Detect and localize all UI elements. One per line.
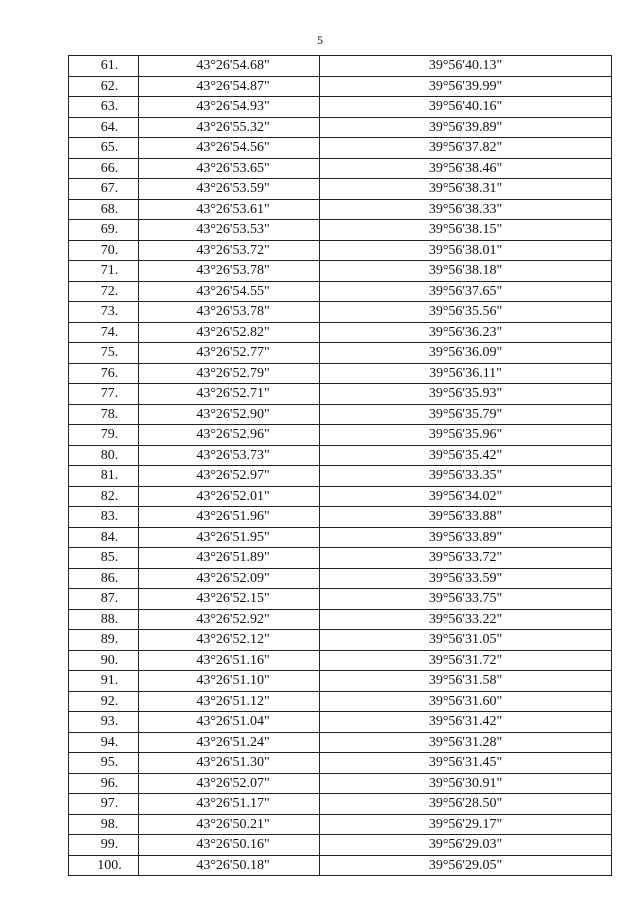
point-number-cell: 98. bbox=[69, 814, 139, 835]
point-number-cell: 93. bbox=[69, 712, 139, 733]
latitude-cell: 43°26'54.68" bbox=[139, 56, 320, 77]
longitude-cell: 39°56'31.72" bbox=[320, 650, 612, 671]
latitude-cell: 43°26'52.77" bbox=[139, 343, 320, 364]
table-row bbox=[69, 712, 612, 733]
table-row bbox=[69, 589, 612, 610]
longitude-cell: 39°56'37.82" bbox=[320, 138, 612, 159]
point-number-cell: 95. bbox=[69, 753, 139, 774]
table-row bbox=[69, 261, 612, 282]
latitude-cell: 43°26'52.12" bbox=[139, 630, 320, 651]
point-number-cell: 84. bbox=[69, 527, 139, 548]
longitude-cell: 39°56'31.60" bbox=[320, 691, 612, 712]
longitude-cell: 39°56'33.22" bbox=[320, 609, 612, 630]
point-number-cell: 67. bbox=[69, 179, 139, 200]
point-number-cell: 77. bbox=[69, 384, 139, 405]
longitude-cell: 39°56'38.31" bbox=[320, 179, 612, 200]
table-row bbox=[69, 445, 612, 466]
longitude-cell: 39°56'38.33" bbox=[320, 199, 612, 220]
table-row bbox=[69, 609, 612, 630]
table-row bbox=[69, 773, 612, 794]
longitude-cell: 39°56'31.05" bbox=[320, 630, 612, 651]
longitude-cell: 39°56'36.23" bbox=[320, 322, 612, 343]
latitude-cell: 43°26'53.78" bbox=[139, 302, 320, 323]
table-row bbox=[69, 404, 612, 425]
point-number-cell: 68. bbox=[69, 199, 139, 220]
latitude-cell: 43°26'52.71" bbox=[139, 384, 320, 405]
table-row bbox=[69, 568, 612, 589]
point-number-cell: 83. bbox=[69, 507, 139, 528]
latitude-cell: 43°26'50.18" bbox=[139, 855, 320, 876]
latitude-cell: 43°26'54.93" bbox=[139, 97, 320, 118]
latitude-cell: 43°26'53.72" bbox=[139, 240, 320, 261]
point-number-cell: 97. bbox=[69, 794, 139, 815]
table-row bbox=[69, 158, 612, 179]
point-number-cell: 65. bbox=[69, 138, 139, 159]
longitude-cell: 39°56'33.72" bbox=[320, 548, 612, 569]
point-number-cell: 100. bbox=[69, 855, 139, 876]
longitude-cell: 39°56'39.99" bbox=[320, 76, 612, 97]
longitude-cell: 39°56'40.16" bbox=[320, 97, 612, 118]
latitude-cell: 43°26'52.07" bbox=[139, 773, 320, 794]
point-number-cell: 72. bbox=[69, 281, 139, 302]
point-number-cell: 74. bbox=[69, 322, 139, 343]
longitude-cell: 39°56'35.42" bbox=[320, 445, 612, 466]
latitude-cell: 43°26'52.82" bbox=[139, 322, 320, 343]
point-number-cell: 66. bbox=[69, 158, 139, 179]
point-number-cell: 75. bbox=[69, 343, 139, 364]
point-number-cell: 85. bbox=[69, 548, 139, 569]
table-row bbox=[69, 117, 612, 138]
latitude-cell: 43°26'52.96" bbox=[139, 425, 320, 446]
longitude-cell: 39°56'31.42" bbox=[320, 712, 612, 733]
latitude-cell: 43°26'52.90" bbox=[139, 404, 320, 425]
longitude-cell: 39°56'38.46" bbox=[320, 158, 612, 179]
table-row bbox=[69, 548, 612, 569]
latitude-cell: 43°26'51.10" bbox=[139, 671, 320, 692]
point-number-cell: 92. bbox=[69, 691, 139, 712]
table-row bbox=[69, 343, 612, 364]
latitude-cell: 43°26'52.15" bbox=[139, 589, 320, 610]
point-number-cell: 78. bbox=[69, 404, 139, 425]
table-row bbox=[69, 240, 612, 261]
table-row bbox=[69, 425, 612, 446]
table-row bbox=[69, 363, 612, 384]
longitude-cell: 39°56'40.13" bbox=[320, 56, 612, 77]
table-row bbox=[69, 835, 612, 856]
latitude-cell: 43°26'53.65" bbox=[139, 158, 320, 179]
longitude-cell: 39°56'28.50" bbox=[320, 794, 612, 815]
point-number-cell: 87. bbox=[69, 589, 139, 610]
table-row bbox=[69, 56, 612, 77]
point-number-cell: 81. bbox=[69, 466, 139, 487]
point-number-cell: 82. bbox=[69, 486, 139, 507]
longitude-cell: 39°56'35.56" bbox=[320, 302, 612, 323]
latitude-cell: 43°26'50.21" bbox=[139, 814, 320, 835]
table-row bbox=[69, 179, 612, 200]
longitude-cell: 39°56'38.01" bbox=[320, 240, 612, 261]
point-number-cell: 69. bbox=[69, 220, 139, 241]
latitude-cell: 43°26'51.95" bbox=[139, 527, 320, 548]
longitude-cell: 39°56'35.96" bbox=[320, 425, 612, 446]
longitude-cell: 39°56'33.89" bbox=[320, 527, 612, 548]
longitude-cell: 39°56'36.11" bbox=[320, 363, 612, 384]
longitude-cell: 39°56'35.93" bbox=[320, 384, 612, 405]
longitude-cell: 39°56'33.88" bbox=[320, 507, 612, 528]
latitude-cell: 43°26'52.79" bbox=[139, 363, 320, 384]
longitude-cell: 39°56'30.91" bbox=[320, 773, 612, 794]
latitude-cell: 43°26'53.61" bbox=[139, 199, 320, 220]
point-number-cell: 73. bbox=[69, 302, 139, 323]
latitude-cell: 43°26'51.17" bbox=[139, 794, 320, 815]
latitude-cell: 43°26'51.96" bbox=[139, 507, 320, 528]
longitude-cell: 39°56'33.75" bbox=[320, 589, 612, 610]
table-row bbox=[69, 138, 612, 159]
point-number-cell: 89. bbox=[69, 630, 139, 651]
latitude-cell: 43°26'53.78" bbox=[139, 261, 320, 282]
longitude-cell: 39°56'38.18" bbox=[320, 261, 612, 282]
latitude-cell: 43°26'54.56" bbox=[139, 138, 320, 159]
latitude-cell: 43°26'52.01" bbox=[139, 486, 320, 507]
longitude-cell: 39°56'29.05" bbox=[320, 855, 612, 876]
table-row bbox=[69, 814, 612, 835]
longitude-cell: 39°56'36.09" bbox=[320, 343, 612, 364]
point-number-cell: 96. bbox=[69, 773, 139, 794]
table-row bbox=[69, 486, 612, 507]
point-number-cell: 79. bbox=[69, 425, 139, 446]
table-row bbox=[69, 322, 612, 343]
table-row bbox=[69, 855, 612, 876]
table-row bbox=[69, 281, 612, 302]
table-row bbox=[69, 650, 612, 671]
point-number-cell: 99. bbox=[69, 835, 139, 856]
table-row bbox=[69, 671, 612, 692]
longitude-cell: 39°56'35.79" bbox=[320, 404, 612, 425]
latitude-cell: 43°26'54.55" bbox=[139, 281, 320, 302]
latitude-cell: 43°26'53.59" bbox=[139, 179, 320, 200]
table-row bbox=[69, 630, 612, 651]
table-row bbox=[69, 466, 612, 487]
latitude-cell: 43°26'51.16" bbox=[139, 650, 320, 671]
latitude-cell: 43°26'51.30" bbox=[139, 753, 320, 774]
point-number-cell: 76. bbox=[69, 363, 139, 384]
point-number-cell: 61. bbox=[69, 56, 139, 77]
longitude-cell: 39°56'31.45" bbox=[320, 753, 612, 774]
longitude-cell: 39°56'37.65" bbox=[320, 281, 612, 302]
table-row bbox=[69, 76, 612, 97]
point-number-cell: 70. bbox=[69, 240, 139, 261]
point-number-cell: 80. bbox=[69, 445, 139, 466]
coordinates-table bbox=[68, 55, 612, 876]
table-row bbox=[69, 302, 612, 323]
point-number-cell: 88. bbox=[69, 609, 139, 630]
table-row bbox=[69, 794, 612, 815]
longitude-cell: 39°56'29.03" bbox=[320, 835, 612, 856]
longitude-cell: 39°56'38.15" bbox=[320, 220, 612, 241]
point-number-cell: 71. bbox=[69, 261, 139, 282]
latitude-cell: 43°26'51.89" bbox=[139, 548, 320, 569]
latitude-cell: 43°26'52.92" bbox=[139, 609, 320, 630]
latitude-cell: 43°26'51.12" bbox=[139, 691, 320, 712]
longitude-cell: 39°56'33.59" bbox=[320, 568, 612, 589]
point-number-cell: 64. bbox=[69, 117, 139, 138]
table-row bbox=[69, 199, 612, 220]
table-row bbox=[69, 507, 612, 528]
latitude-cell: 43°26'55.32" bbox=[139, 117, 320, 138]
latitude-cell: 43°26'52.09" bbox=[139, 568, 320, 589]
longitude-cell: 39°56'34.02" bbox=[320, 486, 612, 507]
point-number-cell: 91. bbox=[69, 671, 139, 692]
longitude-cell: 39°56'29.17" bbox=[320, 814, 612, 835]
table-row bbox=[69, 691, 612, 712]
table-row bbox=[69, 753, 612, 774]
point-number-cell: 62. bbox=[69, 76, 139, 97]
latitude-cell: 43°26'54.87" bbox=[139, 76, 320, 97]
table-row bbox=[69, 97, 612, 118]
point-number-cell: 86. bbox=[69, 568, 139, 589]
point-number-cell: 63. bbox=[69, 97, 139, 118]
point-number-cell: 94. bbox=[69, 732, 139, 753]
longitude-cell: 39°56'33.35" bbox=[320, 466, 612, 487]
latitude-cell: 43°26'53.53" bbox=[139, 220, 320, 241]
coordinates-table-body bbox=[69, 56, 612, 876]
longitude-cell: 39°56'31.58" bbox=[320, 671, 612, 692]
page-number: 5 bbox=[317, 33, 323, 47]
latitude-cell: 43°26'52.97" bbox=[139, 466, 320, 487]
latitude-cell: 43°26'51.04" bbox=[139, 712, 320, 733]
point-number-cell: 90. bbox=[69, 650, 139, 671]
latitude-cell: 43°26'51.24" bbox=[139, 732, 320, 753]
table-row bbox=[69, 732, 612, 753]
table-row bbox=[69, 527, 612, 548]
table-row bbox=[69, 220, 612, 241]
longitude-cell: 39°56'39.89" bbox=[320, 117, 612, 138]
latitude-cell: 43°26'50.16" bbox=[139, 835, 320, 856]
table-row bbox=[69, 384, 612, 405]
longitude-cell: 39°56'31.28" bbox=[320, 732, 612, 753]
latitude-cell: 43°26'53.73" bbox=[139, 445, 320, 466]
